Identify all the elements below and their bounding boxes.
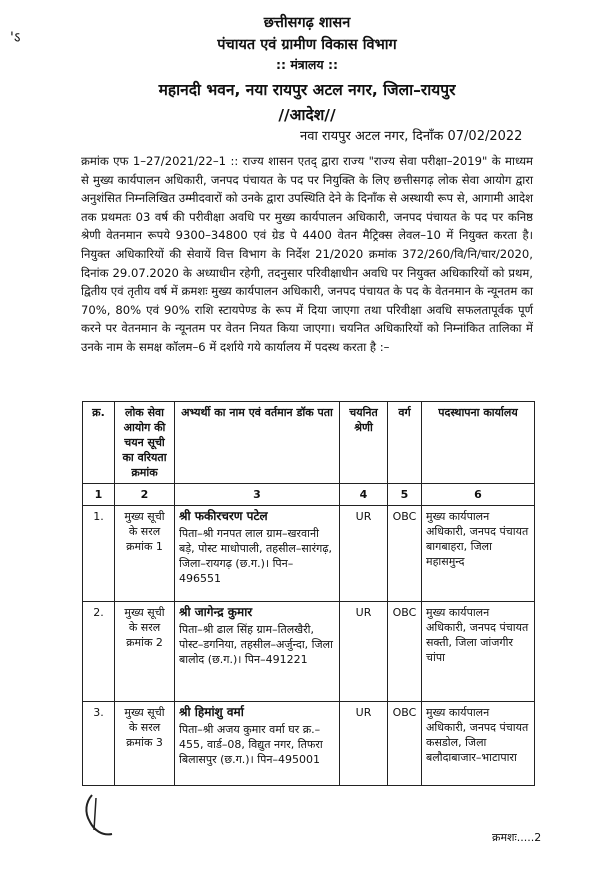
table-row (83, 702, 535, 786)
candidate-name: श्री फकीरचरण पटेल (179, 509, 268, 523)
candidate-name: श्री जागेन्द्र कुमार (179, 605, 253, 619)
column-number: 6 (422, 484, 535, 506)
row-posting: मुख्य कार्यपालन अधिकारी, जनपद पंचायत सक्ती, जिला जांजगीर चांपा (422, 602, 535, 702)
row-class: OBC (388, 602, 422, 702)
office-address: महानदी भवन, नया रायपुर अटल नगर, जिला–रायपुर (158, 81, 456, 99)
row-posting: मुख्य कार्यपालन अधिकारी, जनपद पंचायत बागबाहरा, जिला महासमुन्द (422, 506, 535, 602)
column-number: 3 (175, 484, 340, 506)
row-category: UR (340, 702, 388, 786)
table-header-row (83, 402, 535, 484)
row-class: OBC (388, 506, 422, 602)
header-posting: पदस्थापना कार्यालय (422, 402, 535, 484)
appointment-table (82, 401, 535, 786)
column-number: 5 (388, 484, 422, 506)
row-category: UR (340, 602, 388, 702)
candidate-address: पिता–श्री ढाल सिंह ग्राम–तिलखैरी, पोस्ट–डगनिया, तहसील–अर्जुन्दा, जिला बालोद (छ.ग.)। पिन–491221 (179, 623, 333, 666)
column-number: 1 (83, 484, 115, 506)
candidate-name: श्री हिमांशु वर्मा (179, 705, 244, 719)
government-title: छत्तीसगढ़ शासन (263, 15, 351, 31)
column-number-row (83, 484, 535, 506)
header-category: चयनित श्रेणी (340, 402, 388, 484)
row-class: OBC (388, 702, 422, 786)
row-rank: मुख्य सूची के सरल क्रमांक 1 (115, 506, 175, 602)
row-sno: 1. (83, 506, 115, 602)
row-sno: 2. (83, 602, 115, 702)
row-rank: मुख्य सूची के सरल क्रमांक 2 (115, 602, 175, 702)
row-candidate (175, 506, 340, 602)
handwritten-mark (82, 790, 122, 840)
continued-marker: क्रमशः.....2 (492, 831, 542, 844)
department-title: पंचायत एवं ग्रामीण विकास विभाग (217, 37, 397, 53)
row-candidate (175, 602, 340, 702)
corner-mark: 'ऽ (10, 30, 21, 46)
header-sno: क्र. (83, 402, 115, 484)
table-row (83, 602, 535, 702)
order-heading: //आदेश// (278, 106, 336, 124)
candidate-address: पिता–श्री गनपत लाल ग्राम–खरवानी बड़े, पोस्ट माधोपाली, तहसील–सारंगढ़, जिला–रायगढ़ (छ.ग.)। पिन–496551 (179, 527, 333, 585)
column-number: 4 (340, 484, 388, 506)
order-paragraph: क्रमांक एफ 1–27/2021/22–1 :: राज्य शासन एतद् द्वारा राज्य "राज्य सेवा परीक्षा–2019" के माध्यम से मुख्य कार्यपालन अधिकारी, जनपद पंचायत के पद पर नियुक्ति के लिए छत्तीसगढ़ लोक सेवा आयोग द्वारा अनुशंसित निम्नलिखित उम्मीदवारों को उनके द्वारा उपस्थिति देने के दिनाँक से अस्थायी रूप से, आगामी आदेश तक प्रथमतः 03 वर्ष की परीवीक्षा अवधि पर मुख्य कार्यपालन अधिकारी, जनपद पंचायत के पद पर कनिष्ठ श्रेणी वेतनमान रूपये 9300–34800 एवं ग्रेड पे 4400 वेतन मैट्रिक्स लेवल–10 में नियुक्त करता है। नियुक्त अधिकारियों की सेवायें वित्त विभाग के निर्देश 21/2020 क्रमांक 372/260/वि/नि/चार/2020, दिनांक 29.07.2020 के अध्याधीन रहेगी, तदनुसार परिवीक्षाधीन अवधि पर नियुक्त अधिकारियों को प्रथम, द्वितीय एवं तृतीय वर्ष में क्रमशः मुख्य कार्यपालन अधिकारी, जनपद पंचायत के पद के वेतनमान के न्यूनतम का 70%, 80% एवं 90% राशि स्टायपेण्ड के रूप में दिया जाएगा तथा परिवीक्षा अवधि सफलतापूर्वक पूर्ण करने पर वेतनमान के न्यूनतम पर वेतन नियत किया जाएगा। चयनित अधिकारियों को निम्नांकित तालिका में उनके नाम के समक्ष कॉलम–6 में दर्शाये गये कार्यालय में पदस्थ करता है :– (81, 154, 533, 354)
header-class: वर्ग (388, 402, 422, 484)
candidate-address: पिता–श्री अजय कुमार वर्मा घर क्र.–455, वार्ड–08, विद्युत नगर, तिफरा बिलासपुर (छ.ग.)। पिन–495001 (179, 723, 323, 766)
row-category: UR (340, 506, 388, 602)
header-rank: लोक सेवा आयोग की चयन सूची का वरियता क्रमांक (115, 402, 175, 484)
row-rank: मुख्य सूची के सरल क्रमांक 3 (115, 702, 175, 786)
table-row (83, 506, 535, 602)
row-posting: मुख्य कार्यपालन अधिकारी, जनपद पंचायत कसडोल, जिला बलौदाबाजार–भाटापारा (422, 702, 535, 786)
order-date: नवा रायपुर अटल नगर, दिनाँक 07/02/2022 (300, 129, 523, 144)
header-name-address: अभ्यर्थी का नाम एवं वर्तमान डॉक पता (175, 402, 340, 484)
column-number: 2 (115, 484, 175, 506)
row-candidate (175, 702, 340, 786)
row-sno: 3. (83, 702, 115, 786)
ministry-label: :: मंत्रालय :: (275, 57, 339, 72)
